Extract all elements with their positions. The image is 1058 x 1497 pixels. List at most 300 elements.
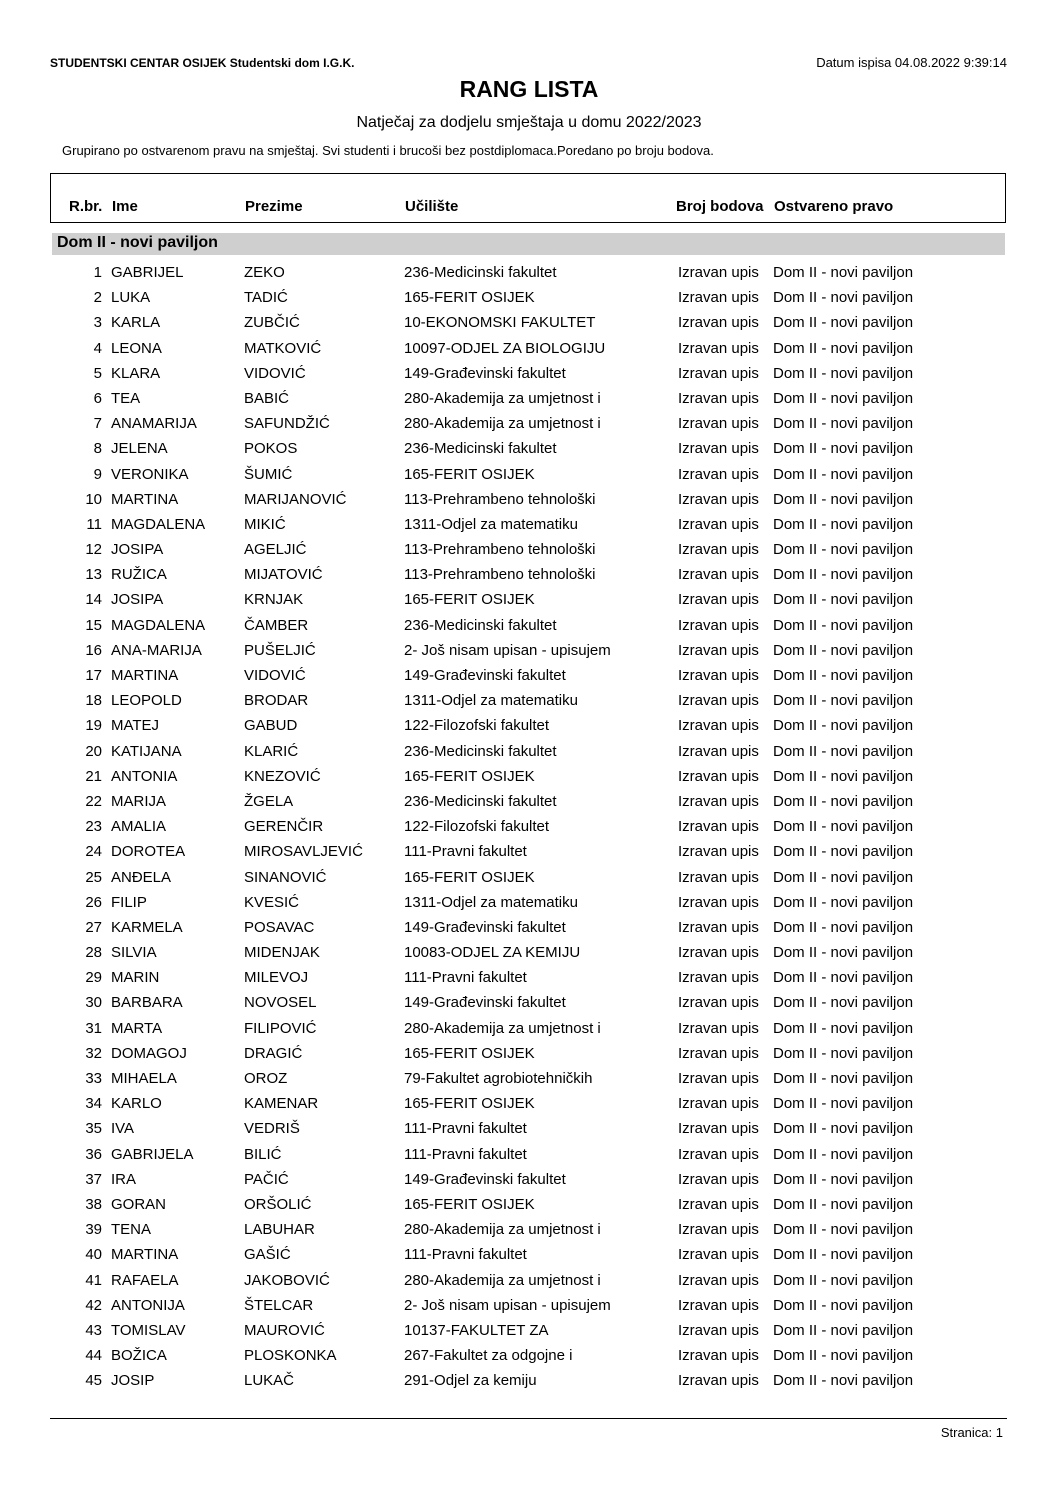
cell-bodovi: Izravan upis: [678, 641, 759, 659]
cell-ime: BARBARA: [111, 994, 183, 1012]
cell-pravo: Dom II - novi paviljon: [773, 339, 914, 357]
table-row: [0, 840, 1058, 865]
cell-rbr: 39: [85, 1221, 102, 1239]
cell-prezime: LABUHAR: [244, 1221, 315, 1239]
cell-prezime: KVESIĆ: [244, 893, 300, 911]
cell-pravo: Dom II - novi paviljon: [773, 969, 914, 987]
cell-ime: MIHAELA: [111, 1070, 177, 1087]
cell-prezime: BILIĆ: [244, 1145, 282, 1163]
cell-prezime: KAMENAR: [244, 1095, 319, 1113]
cell-ime: KARLA: [111, 314, 161, 332]
cell-rbr: 41: [85, 1271, 102, 1289]
table-row: [0, 765, 1058, 790]
cell-uciliste: 236-Medicinski fakultet: [404, 742, 557, 760]
cell-prezime: NOVOSEL: [244, 994, 317, 1012]
cell-prezime: MATKOVIĆ: [244, 339, 322, 357]
cell-rbr: 44: [85, 1347, 102, 1365]
cell-pravo: Dom II - novi paviljon: [773, 1347, 914, 1365]
table-row: [0, 1168, 1058, 1193]
cell-bodovi: Izravan upis: [678, 818, 759, 836]
table-row: [0, 916, 1058, 941]
cell-prezime: MIROSAVLJEVIĆ: [244, 843, 363, 861]
cell-pravo: Dom II - novi paviljon: [773, 289, 914, 307]
cell-pravo: Dom II - novi paviljon: [773, 868, 914, 886]
cell-uciliste: 149-Građevinski fakultet: [404, 994, 566, 1012]
cell-uciliste: 236-Medicinski fakultet: [404, 264, 557, 281]
cell-uciliste: 1311-Odjel za matematiku: [404, 692, 578, 710]
cell-uciliste: 2- Još nisam upisan - upisujem: [404, 641, 611, 659]
cell-bodovi: Izravan upis: [678, 1170, 759, 1188]
cell-prezime: KRNJAK: [244, 591, 304, 609]
cell-bodovi: Izravan upis: [678, 843, 759, 861]
table-row: [0, 1193, 1058, 1218]
cell-ime: GORAN: [111, 1195, 167, 1213]
cell-pravo: Dom II - novi paviljon: [773, 1221, 914, 1239]
cell-rbr: 30: [85, 994, 102, 1012]
cell-prezime: PAČIĆ: [244, 1170, 289, 1188]
cell-ime: TOMISLAV: [111, 1321, 186, 1339]
cell-bodovi: Izravan upis: [678, 717, 759, 735]
cell-bodovi: Izravan upis: [678, 1221, 759, 1239]
cell-rbr: 33: [85, 1070, 102, 1087]
table-row: [0, 1319, 1058, 1344]
cell-uciliste: 280-Akademija za umjetnost i: [404, 1221, 601, 1239]
cell-ime: IVA: [111, 1120, 135, 1138]
cell-rbr: 11: [86, 515, 102, 533]
table-row: [0, 1243, 1058, 1268]
cell-uciliste: 10137-FAKULTET ZA: [404, 1321, 549, 1339]
cell-bodovi: Izravan upis: [678, 1095, 759, 1113]
column-header-ime: Ime: [112, 198, 138, 215]
cell-ime: IRA: [111, 1170, 137, 1188]
cell-rbr: 7: [93, 415, 102, 433]
cell-uciliste: 10097-ODJEL ZA BIOLOGIJU: [404, 339, 606, 357]
page-title: RANG LISTA: [459, 76, 599, 102]
cell-ime: JOSIPA: [111, 591, 164, 609]
cell-ime: KATIJANA: [111, 742, 182, 760]
cell-rbr: 37: [85, 1170, 102, 1188]
cell-uciliste: 165-FERIT OSIJEK: [404, 1095, 535, 1113]
cell-pravo: Dom II - novi paviljon: [773, 389, 914, 407]
cell-uciliste: 149-Građevinski fakultet: [404, 364, 566, 382]
cell-uciliste: 111-Pravni fakultet: [404, 1246, 527, 1264]
cell-rbr: 40: [85, 1246, 102, 1264]
cell-pravo: Dom II - novi paviljon: [773, 792, 914, 810]
cell-bodovi: Izravan upis: [678, 969, 759, 987]
cell-rbr: 22: [85, 792, 102, 810]
cell-ime: BOŽICA: [111, 1347, 167, 1365]
cell-uciliste: 113-Prehrambeno tehnološki: [404, 490, 596, 508]
cell-uciliste: 2- Još nisam upisan - upisujem: [404, 1296, 611, 1314]
table-row: [0, 664, 1058, 689]
table-row: [0, 740, 1058, 765]
cell-ime: TENA: [111, 1221, 152, 1239]
cell-bodovi: Izravan upis: [678, 1347, 759, 1365]
cell-ime: ANTONIJA: [111, 1296, 185, 1314]
cell-pravo: Dom II - novi paviljon: [773, 1321, 914, 1339]
cell-prezime: GERENČIR: [244, 818, 324, 836]
cell-bodovi: Izravan upis: [678, 1296, 759, 1314]
cell-pravo: Dom II - novi paviljon: [773, 818, 914, 836]
cell-prezime: PLOSKONKA: [244, 1347, 337, 1365]
cell-bodovi: Izravan upis: [678, 616, 759, 634]
cell-bodovi: Izravan upis: [678, 314, 759, 332]
cell-uciliste: 113-Prehrambeno tehnološki: [404, 566, 596, 584]
cell-bodovi: Izravan upis: [678, 944, 759, 962]
cell-bodovi: Izravan upis: [678, 667, 759, 684]
cell-ime: DOROTEA: [111, 843, 186, 861]
cell-pravo: Dom II - novi paviljon: [773, 1296, 914, 1314]
cell-bodovi: Izravan upis: [678, 792, 759, 810]
cell-uciliste: 236-Medicinski fakultet: [404, 792, 557, 810]
table-row: [0, 815, 1058, 840]
page-subtitle: Natječaj za dodjelu smještaja u domu 2022/2023: [356, 114, 702, 131]
table-row: [0, 563, 1058, 588]
cell-pravo: Dom II - novi paviljon: [773, 415, 914, 433]
table-row: [0, 286, 1058, 311]
table-row: [0, 488, 1058, 513]
cell-prezime: ORŠOLIĆ: [244, 1195, 312, 1213]
table-row: [0, 261, 1058, 286]
cell-prezime: MIKIĆ: [244, 515, 286, 533]
column-header-bodovi: Broj bodova: [676, 198, 764, 215]
cell-pravo: Dom II - novi paviljon: [773, 1120, 914, 1138]
cell-prezime: ČAMBER: [244, 616, 309, 634]
cell-uciliste: 122-Filozofski fakultet: [404, 818, 550, 836]
cell-pravo: Dom II - novi paviljon: [773, 994, 914, 1012]
cell-prezime: FILIPOVIĆ: [244, 1019, 317, 1037]
cell-pravo: Dom II - novi paviljon: [773, 918, 914, 936]
cell-prezime: LUKAČ: [244, 1372, 295, 1390]
cell-prezime: POSAVAC: [244, 918, 315, 936]
cell-bodovi: Izravan upis: [678, 1246, 759, 1264]
cell-uciliste: 149-Građevinski fakultet: [404, 918, 566, 936]
cell-ime: JOSIPA: [111, 541, 164, 559]
cell-prezime: MAUROVIĆ: [244, 1321, 325, 1339]
cell-pravo: Dom II - novi paviljon: [773, 440, 914, 458]
cell-ime: FILIP: [111, 893, 147, 911]
cell-rbr: 4: [93, 339, 102, 357]
cell-prezime: AGELJIĆ: [244, 541, 307, 559]
cell-bodovi: Izravan upis: [678, 364, 759, 382]
cell-ime: ANA-MARIJA: [111, 641, 202, 659]
cell-ime: JOSIP: [111, 1372, 155, 1390]
cell-rbr: 19: [85, 717, 102, 735]
cell-prezime: GAŠIĆ: [244, 1246, 291, 1264]
cell-rbr: 27: [85, 918, 102, 936]
cell-rbr: 8: [93, 440, 102, 458]
cell-uciliste: 165-FERIT OSIJEK: [404, 289, 535, 307]
cell-prezime: OROZ: [244, 1070, 288, 1087]
table-row: [0, 714, 1058, 739]
table-row: [0, 790, 1058, 815]
cell-pravo: Dom II - novi paviljon: [773, 717, 914, 735]
cell-prezime: SINANOVIĆ: [244, 868, 327, 886]
cell-pravo: Dom II - novi paviljon: [773, 541, 914, 559]
cell-ime: LEONA: [111, 339, 162, 357]
cell-rbr: 14: [85, 591, 102, 609]
cell-bodovi: Izravan upis: [678, 1145, 759, 1163]
cell-bodovi: Izravan upis: [678, 918, 759, 936]
cell-bodovi: Izravan upis: [678, 767, 759, 785]
cell-uciliste: 165-FERIT OSIJEK: [404, 591, 535, 609]
cell-pravo: Dom II - novi paviljon: [773, 515, 914, 533]
cell-uciliste: 280-Akademija za umjetnost i: [404, 389, 601, 407]
cell-bodovi: Izravan upis: [678, 591, 759, 609]
cell-rbr: 16: [85, 641, 102, 659]
cell-prezime: VEDRIŠ: [244, 1120, 300, 1138]
cell-pravo: Dom II - novi paviljon: [773, 1195, 914, 1213]
cell-prezime: ZEKO: [244, 264, 285, 281]
table-row: [0, 1269, 1058, 1294]
cell-bodovi: Izravan upis: [678, 440, 759, 458]
cell-ime: RAFAELA: [111, 1271, 179, 1289]
table-row: [0, 538, 1058, 563]
cell-bodovi: Izravan upis: [678, 994, 759, 1012]
cell-rbr: 6: [93, 389, 102, 407]
cell-bodovi: Izravan upis: [678, 389, 759, 407]
cell-uciliste: 267-Fakultet za odgojne i: [404, 1347, 573, 1365]
cell-ime: MAGDALENA: [111, 616, 206, 634]
cell-rbr: 36: [85, 1145, 102, 1163]
cell-pravo: Dom II - novi paviljon: [773, 314, 914, 332]
cell-ime: SILVIA: [111, 944, 157, 962]
cell-pravo: Dom II - novi paviljon: [773, 1019, 914, 1037]
cell-pravo: Dom II - novi paviljon: [773, 1246, 914, 1264]
cell-rbr: 45: [85, 1372, 102, 1390]
table-row: [0, 437, 1058, 462]
table-row: [0, 1117, 1058, 1142]
cell-prezime: MIJATOVIĆ: [244, 566, 323, 584]
cell-ime: DOMAGOJ: [111, 1044, 187, 1062]
cell-pravo: Dom II - novi paviljon: [773, 944, 914, 962]
table-row: [0, 614, 1058, 639]
cell-ime: MARTA: [111, 1019, 163, 1037]
cell-uciliste: 165-FERIT OSIJEK: [404, 465, 535, 483]
cell-ime: MAGDALENA: [111, 515, 206, 533]
table-row: [0, 513, 1058, 538]
cell-prezime: BRODAR: [244, 692, 309, 710]
cell-uciliste: 79-Fakultet agrobiotehničkih: [404, 1070, 593, 1087]
cell-rbr: 34: [85, 1095, 102, 1113]
cell-bodovi: Izravan upis: [678, 465, 759, 483]
table-row: [0, 1218, 1058, 1243]
cell-ime: VERONIKA: [111, 465, 189, 483]
cell-ime: ANTONIA: [111, 767, 178, 785]
cell-ime: MARIJA: [111, 792, 167, 810]
column-header-rbr: R.br.: [69, 198, 103, 215]
cell-prezime: TADIĆ: [244, 289, 288, 307]
cell-bodovi: Izravan upis: [678, 742, 759, 760]
cell-uciliste: 165-FERIT OSIJEK: [404, 767, 535, 785]
cell-pravo: Dom II - novi paviljon: [773, 893, 914, 911]
cell-bodovi: Izravan upis: [678, 1120, 759, 1138]
cell-prezime: VIDOVIĆ: [244, 667, 306, 684]
cell-pravo: Dom II - novi paviljon: [773, 490, 914, 508]
cell-rbr: 42: [85, 1296, 102, 1314]
cell-uciliste: 122-Filozofski fakultet: [404, 717, 550, 735]
cell-pravo: Dom II - novi paviljon: [773, 1372, 914, 1390]
cell-rbr: 24: [85, 843, 102, 861]
table-row: [0, 337, 1058, 362]
ranking-table: [0, 261, 1058, 1394]
cell-rbr: 3: [93, 314, 102, 332]
grouping-note: Grupirano po ostvarenom pravu na smještaj. Svi studenti i brucoši bez postdiplomaca.Poredano po broju bodova.: [62, 143, 714, 158]
cell-rbr: 31: [85, 1019, 102, 1037]
cell-prezime: MIDENJAK: [244, 944, 320, 962]
cell-uciliste: 236-Medicinski fakultet: [404, 616, 557, 634]
cell-uciliste: 280-Akademija za umjetnost i: [404, 1271, 601, 1289]
cell-prezime: KLARIĆ: [244, 742, 299, 760]
cell-bodovi: Izravan upis: [678, 1372, 759, 1390]
column-header-pravo: Ostvareno pravo: [774, 198, 894, 215]
table-row: [0, 387, 1058, 412]
table-row: [0, 991, 1058, 1016]
cell-prezime: ZUBČIĆ: [244, 314, 300, 332]
cell-rbr: 38: [85, 1195, 102, 1213]
table-row: [0, 1092, 1058, 1117]
column-header-box: [50, 173, 1006, 223]
table-row: [0, 966, 1058, 991]
cell-rbr: 35: [85, 1120, 102, 1138]
cell-uciliste: 149-Građevinski fakultet: [404, 667, 566, 684]
cell-pravo: Dom II - novi paviljon: [773, 616, 914, 634]
cell-bodovi: Izravan upis: [678, 264, 759, 281]
cell-bodovi: Izravan upis: [678, 515, 759, 533]
cell-rbr: 21: [85, 767, 102, 785]
cell-prezime: POKOS: [244, 440, 298, 458]
table-row: [0, 1344, 1058, 1369]
cell-ime: ANAMARIJA: [111, 415, 197, 433]
cell-prezime: DRAGIĆ: [244, 1044, 303, 1062]
print-date: Datum ispisa 04.08.2022 9:39:14: [816, 55, 1007, 70]
cell-bodovi: Izravan upis: [678, 692, 759, 710]
cell-uciliste: 10083-ODJEL ZA KEMIJU: [404, 944, 581, 962]
cell-rbr: 13: [85, 566, 102, 584]
table-row: [0, 891, 1058, 916]
table-row: [0, 463, 1058, 488]
cell-rbr: 26: [85, 893, 102, 911]
table-row: [0, 1294, 1058, 1319]
cell-uciliste: 165-FERIT OSIJEK: [404, 868, 535, 886]
cell-prezime: SAFUNDŽIĆ: [244, 415, 330, 433]
cell-prezime: KNEZOVIĆ: [244, 767, 321, 785]
table-row: [0, 1143, 1058, 1168]
cell-pravo: Dom II - novi paviljon: [773, 1145, 914, 1163]
cell-pravo: Dom II - novi paviljon: [773, 843, 914, 861]
cell-rbr: 28: [85, 944, 102, 962]
cell-bodovi: Izravan upis: [678, 1044, 759, 1062]
column-header-prezime: Prezime: [245, 198, 303, 215]
cell-bodovi: Izravan upis: [678, 1019, 759, 1037]
cell-bodovi: Izravan upis: [678, 1321, 759, 1339]
cell-pravo: Dom II - novi paviljon: [773, 767, 914, 785]
cell-prezime: ŽGELA: [244, 792, 294, 810]
cell-uciliste: 111-Pravni fakultet: [404, 969, 527, 987]
cell-prezime: PUŠELJIĆ: [244, 641, 316, 659]
cell-ime: MARTINA: [111, 667, 179, 684]
cell-rbr: 25: [85, 868, 102, 886]
cell-ime: AMALIA: [111, 818, 167, 836]
group-label: Dom II - novi paviljon: [57, 234, 218, 251]
cell-uciliste: 1311-Odjel za matematiku: [404, 893, 578, 911]
cell-rbr: 2: [93, 289, 102, 307]
cell-ime: TEA: [111, 389, 141, 407]
cell-pravo: Dom II - novi paviljon: [773, 692, 914, 710]
cell-pravo: Dom II - novi paviljon: [773, 264, 914, 281]
cell-prezime: VIDOVIĆ: [244, 364, 306, 382]
cell-pravo: Dom II - novi paviljon: [773, 1095, 914, 1113]
cell-rbr: 10: [85, 490, 102, 508]
cell-rbr: 1: [93, 264, 102, 281]
cell-rbr: 9: [93, 465, 102, 483]
cell-bodovi: Izravan upis: [678, 868, 759, 886]
cell-pravo: Dom II - novi paviljon: [773, 667, 914, 684]
cell-prezime: MILEVOJ: [244, 969, 309, 987]
table-row: [0, 412, 1058, 437]
table-row: [0, 866, 1058, 891]
cell-ime: KARMELA: [111, 918, 183, 936]
cell-uciliste: 111-Pravni fakultet: [404, 1145, 527, 1163]
cell-uciliste: 165-FERIT OSIJEK: [404, 1195, 535, 1213]
cell-ime: MARIN: [111, 969, 160, 987]
cell-ime: JELENA: [111, 440, 168, 458]
cell-rbr: 43: [85, 1321, 102, 1339]
table-row: [0, 1017, 1058, 1042]
cell-bodovi: Izravan upis: [678, 893, 759, 911]
cell-bodovi: Izravan upis: [678, 289, 759, 307]
cell-bodovi: Izravan upis: [678, 541, 759, 559]
institution-name: STUDENTSKI CENTAR OSIJEK Studentski dom I.G.K.: [50, 56, 355, 70]
table-row: [0, 1369, 1058, 1394]
cell-uciliste: 113-Prehrambeno tehnološki: [404, 541, 596, 559]
cell-ime: MARTINA: [111, 490, 179, 508]
table-row: [0, 639, 1058, 664]
cell-bodovi: Izravan upis: [678, 1195, 759, 1213]
table-row: [0, 689, 1058, 714]
table-row: [0, 1067, 1058, 1092]
cell-uciliste: 165-FERIT OSIJEK: [404, 1044, 535, 1062]
cell-pravo: Dom II - novi paviljon: [773, 465, 914, 483]
table-row: [0, 588, 1058, 613]
cell-ime: RUŽICA: [111, 566, 167, 584]
footer-divider: [50, 1418, 1007, 1419]
cell-ime: GABRIJEL: [111, 264, 184, 281]
cell-pravo: Dom II - novi paviljon: [773, 1044, 914, 1062]
cell-prezime: MARIJANOVIĆ: [244, 490, 347, 508]
cell-prezime: BABIĆ: [244, 389, 290, 407]
cell-rbr: 17: [85, 667, 102, 684]
cell-uciliste: 291-Odjel za kemiju: [404, 1372, 537, 1390]
cell-rbr: 32: [85, 1044, 102, 1062]
cell-uciliste: 149-Građevinski fakultet: [404, 1170, 566, 1188]
table-row: [0, 941, 1058, 966]
cell-uciliste: 1311-Odjel za matematiku: [404, 515, 578, 533]
cell-uciliste: 111-Pravni fakultet: [404, 843, 527, 861]
cell-ime: KLARA: [111, 364, 161, 382]
cell-uciliste: 111-Pravni fakultet: [404, 1120, 527, 1138]
table-row: [0, 1042, 1058, 1067]
cell-pravo: Dom II - novi paviljon: [773, 742, 914, 760]
cell-bodovi: Izravan upis: [678, 339, 759, 357]
cell-pravo: Dom II - novi paviljon: [773, 1271, 914, 1289]
cell-ime: GABRIJELA: [111, 1145, 194, 1163]
cell-uciliste: 280-Akademija za umjetnost i: [404, 1019, 601, 1037]
cell-bodovi: Izravan upis: [678, 490, 759, 508]
cell-rbr: 29: [85, 969, 102, 987]
cell-pravo: Dom II - novi paviljon: [773, 566, 914, 584]
cell-ime: MARTINA: [111, 1246, 179, 1264]
